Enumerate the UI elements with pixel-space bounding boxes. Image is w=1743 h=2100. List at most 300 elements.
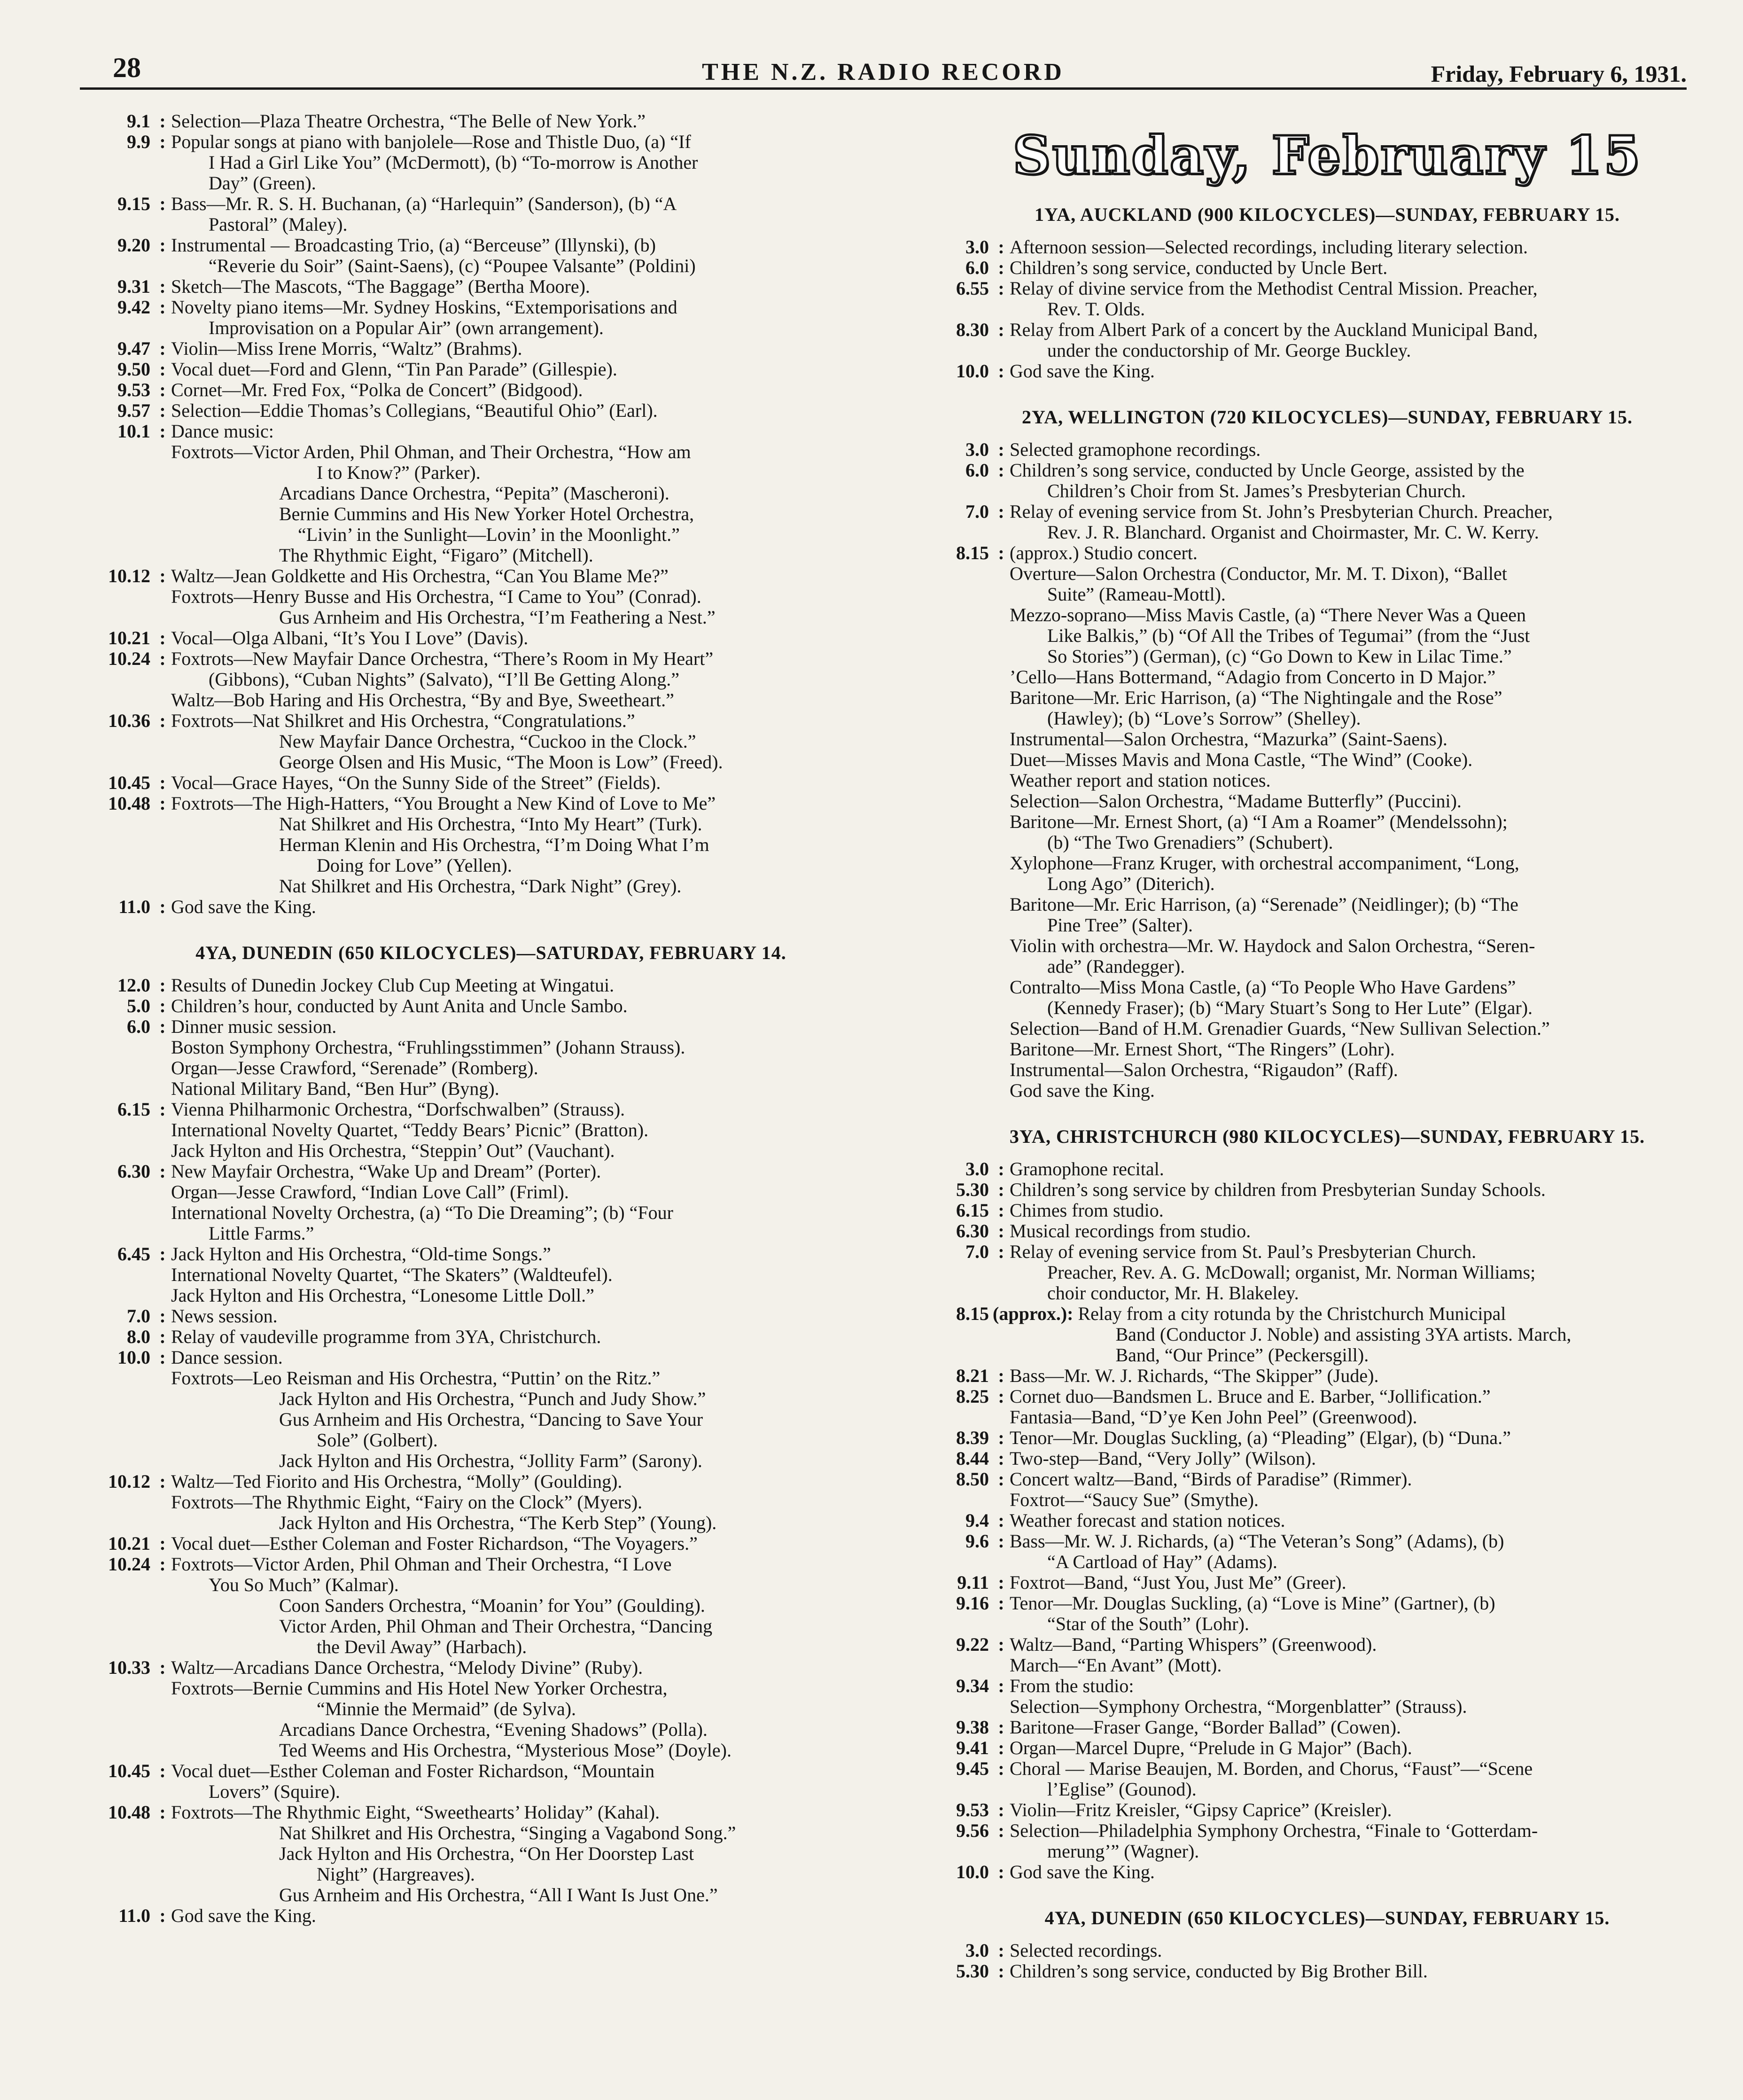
item-line: Selected recordings. (1010, 1940, 1162, 1961)
item-text (171, 897, 893, 917)
item-time: 9.53 (956, 1799, 989, 1820)
programme-item (928, 1366, 1727, 1386)
time-separator: : (998, 360, 1004, 382)
programme-item (89, 975, 893, 996)
programme-item (928, 439, 1727, 460)
item-line: Bass—Mr. W. J. Richards, (a) “The Veteran’s Song” (Adams), (b) (1010, 1530, 1504, 1552)
item-time: 9.56 (956, 1820, 989, 1841)
time-separator: : (159, 1099, 166, 1120)
time-separator: : (159, 297, 166, 318)
item-text (1010, 1200, 1727, 1221)
item-time: 8.21 (956, 1365, 989, 1386)
programme-item (928, 460, 1727, 501)
time-separator: : (998, 1427, 1004, 1448)
item-time: 9.47 (117, 338, 150, 359)
item-text (171, 1161, 893, 1182)
time-separator: : (159, 1161, 166, 1182)
programme-item (928, 1241, 1727, 1304)
item-time: 3.0 (965, 439, 989, 460)
item-subline: ade” (Randegger). (1047, 956, 1185, 977)
item-time: 5.30 (956, 1960, 989, 1982)
time-separator: : (998, 1940, 1004, 1961)
wellington-programme (928, 439, 1727, 1101)
item-time: 10.45 (108, 772, 150, 793)
item-line: Selection—Eddie Thomas’s Collegians, “Beautiful Ohio” (Earl). (171, 400, 658, 421)
item-continuation: Rev. T. Olds. (1047, 298, 1145, 320)
item-subline: Gus Arnheim and His Orchestra, “Dancing to Save Your (279, 1409, 703, 1430)
time-separator: : (159, 359, 166, 380)
item-time: 6.55 (956, 278, 989, 299)
item-subline: March—“En Avant” (Mott). (1010, 1655, 1222, 1676)
section-heading-4ya-saturday: 4YA, DUNEDIN (650 KILOCYCLES)—SATURDAY, FEBRUARY 14. (195, 942, 786, 963)
time-separator: : (159, 975, 166, 996)
item-line: Relay of divine service from the Methodist Central Mission. Preacher, (1010, 278, 1538, 299)
item-subline: Selection—Band of H.M. Grenadier Guards, “New Sullivan Selection.” (1010, 1018, 1550, 1039)
section-heading-4ya-sunday: 4YA, DUNEDIN (650 KILOCYCLES)—SUNDAY, FEBRUARY 15. (1044, 1907, 1610, 1928)
item-time: 10.0 (956, 360, 989, 382)
section-heading-2ya: 2YA, WELLINGTON (720 KILOCYCLES)—SUNDAY, FEBRUARY 15. (1022, 406, 1633, 428)
item-time: 8.25 (956, 1386, 989, 1407)
item-subline: Foxtrot—“Saucy Sue” (Smythe). (1010, 1489, 1259, 1510)
time-separator: : (998, 1758, 1004, 1779)
item-line: Children’s hour, conducted by Aunt Anita and Uncle Sambo. (171, 995, 628, 1016)
item-text (171, 975, 893, 996)
item-text (171, 1099, 893, 1120)
item-time: 9.53 (117, 379, 150, 400)
item-time: 6.0 (965, 460, 989, 481)
time-separator: : (998, 1179, 1004, 1200)
item-text (171, 421, 893, 442)
item-text (171, 1244, 893, 1265)
time-separator: : (998, 1365, 1004, 1386)
item-subline: George Olsen and His Music, “The Moon is Low” (Freed). (279, 751, 723, 773)
auckland-programme (928, 237, 1727, 382)
item-time: 6.15 (117, 1099, 150, 1120)
item-text (171, 235, 893, 276)
item-line: Bass—Mr. R. S. H. Buchanan, (a) “Harlequin” (Sanderson), (b) “A (171, 193, 677, 214)
item-text (1010, 1531, 1727, 1572)
item-subline: New Mayfair Dance Orchestra, “Cuckoo in the Clock.” (279, 731, 696, 752)
item-time: 10.24 (108, 648, 150, 669)
item-text (171, 338, 893, 359)
item-time: 6.0 (965, 257, 989, 278)
item-subline: Fantasia—Band, “D’ye Ken John Peel” (Greenwood). (1010, 1406, 1417, 1428)
item-text (1078, 1304, 1727, 1366)
item-subline: Night” (Hargreaves). (317, 1864, 475, 1885)
time-separator: : (998, 278, 1004, 299)
item-subline: Suite” (Rameau-Mottl). (1047, 584, 1226, 605)
item-time: 7.0 (965, 501, 989, 522)
time-separator: : (159, 1657, 166, 1678)
item-line: Organ—Marcel Dupre, “Prelude in G Major” (Bach). (1010, 1737, 1412, 1758)
item-time: 9.6 (965, 1530, 989, 1552)
item-line: Chimes from studio. (1010, 1200, 1164, 1221)
item-line: (approx.) Studio concert. (1010, 542, 1198, 563)
item-text (1010, 237, 1727, 258)
item-text (1010, 1940, 1727, 1961)
item-subline: Boston Symphony Orchestra, “Fruhlingsstimmen” (Johann Strauss). (171, 1037, 685, 1058)
item-text (171, 628, 893, 648)
programme-item (89, 793, 893, 814)
time-separator: : (998, 460, 1004, 481)
dance-entry: Arcadians Dance Orchestra, “Pepita” (Mascheroni). (279, 483, 669, 504)
programme-item (928, 1940, 1727, 1961)
item-subline: Jack Hylton and His Orchestra, “Lonesome Little Doll.” (171, 1285, 594, 1306)
item-time: 10.1 (117, 421, 150, 442)
item-time: 9.31 (117, 276, 150, 297)
programme-item (928, 1676, 1727, 1696)
programme-item (89, 1905, 893, 1926)
time-separator: : (998, 257, 1004, 278)
programme-item (928, 1200, 1727, 1221)
item-subline: Foxtrots—Leo Reisman and His Orchestra, “Puttin’ on the Ritz.” (171, 1367, 661, 1389)
item-time: 12.0 (117, 975, 150, 996)
item-line: Dinner music session. (171, 1016, 337, 1037)
item-subline: Jack Hylton and His Orchestra, “On Her Doorstep Last (279, 1843, 694, 1864)
item-time: 9.34 (956, 1675, 989, 1696)
item-text (1010, 1469, 1727, 1490)
item-line: Selection—Plaza Theatre Orchestra, “The Belle of New York.” (171, 110, 646, 132)
item-time: 9.45 (956, 1758, 989, 1779)
time-separator: : (159, 110, 166, 132)
item-text (1010, 1510, 1727, 1531)
time-separator: : (998, 1960, 1004, 1982)
programme-item (928, 1179, 1727, 1200)
item-line: Gramophone recital. (1010, 1158, 1164, 1179)
item-subline: Jack Hylton and His Orchestra, “Punch and Judy Show.” (279, 1388, 706, 1409)
item-line: Relay of evening service from St. Paul’s Presbyterian Church. (1010, 1241, 1477, 1262)
item-subline: (Hawley); (b) “Love’s Sorrow” (Shelley). (1047, 708, 1361, 729)
time-separator: : (159, 1554, 166, 1575)
time-separator: : (998, 1572, 1004, 1593)
item-continuation: l’Eglise” (Gounod). (1047, 1779, 1197, 1800)
item-subline: Baritone—Mr. Eric Harrison, (a) “The Nightingale and the Rose” (1010, 687, 1502, 708)
item-text (1010, 1758, 1727, 1800)
item-line: From the studio: (1010, 1675, 1134, 1696)
item-continuation: (Gibbons), “Cuban Nights” (Salvato), “I’ll Be Getting Along.” (209, 669, 680, 690)
item-line: Bass—Mr. W. J. Richards, “The Skipper” (Jude). (1010, 1365, 1379, 1386)
item-line: Selection—Philadelphia Symphony Orchestra, “Finale to ‘Gotterdam- (1010, 1820, 1538, 1841)
item-time: 9.1 (127, 110, 150, 132)
programme-item (928, 1386, 1727, 1407)
item-subline: Waltz—Bob Haring and His Orchestra, “By and Bye, Sweetheart.” (171, 689, 674, 710)
time-separator: : (159, 1760, 166, 1781)
time-separator: : (998, 1158, 1004, 1179)
item-line: Foxtrots—Nat Shilkret and His Orchestra, “Congratulations.” (171, 710, 635, 731)
item-subline: Xylophone—Franz Kruger, with orchestral accompaniment, “Long, (1010, 852, 1519, 874)
item-text (171, 1905, 893, 1926)
item-continuation: Lovers” (Squire). (209, 1781, 340, 1802)
item-text (1010, 1800, 1727, 1820)
item-subline: National Military Band, “Ben Hur” (Byng). (171, 1078, 499, 1099)
item-line: Waltz—Band, “Parting Whispers” (Greenwood). (1010, 1634, 1377, 1655)
time-separator: : (998, 1737, 1004, 1758)
item-subline: Long Ago” (Diterich). (1047, 873, 1215, 894)
programme-item (89, 773, 893, 793)
item-line: Waltz—Jean Goldkette and His Orchestra, “Can You Blame Me?” (171, 565, 669, 586)
header-rule (80, 87, 1687, 90)
left-column (89, 111, 893, 1926)
item-text (1010, 1159, 1727, 1179)
time-separator: : (159, 627, 166, 648)
item-time: 5.30 (956, 1179, 989, 1200)
item-subline: Baritone—Mr. Eric Harrison, (a) “Serenade” (Neidlinger); (b) “The (1010, 894, 1518, 915)
time-separator: : (159, 1243, 166, 1265)
item-line: Tenor—Mr. Douglas Suckling, (a) “Love is Mine” (Gartner), (b) (1010, 1593, 1495, 1614)
programme-item (89, 1099, 893, 1120)
item-time: 9.4 (965, 1510, 989, 1531)
item-time: 9.16 (956, 1593, 989, 1614)
item-text (1010, 1241, 1727, 1304)
programme-item (89, 1554, 893, 1595)
programme-item (928, 1448, 1727, 1469)
dance-continuation: I to Know?” (Parker). (317, 462, 481, 483)
item-text (1010, 543, 1727, 563)
item-line: Dance session. (171, 1347, 283, 1368)
item-line: Children’s song service, conducted by Uncle George, assisted by the (1010, 460, 1525, 481)
item-text (171, 566, 893, 586)
time-separator: : (998, 501, 1004, 522)
programme-item (89, 1533, 893, 1554)
saturday-late-programme (89, 566, 893, 917)
item-line: Foxtrots—The Rhythmic Eight, “Sweethearts’ Holiday” (Kahal). (171, 1802, 660, 1823)
item-continuation: You So Much” (Kalmar). (209, 1574, 399, 1595)
time-separator: : (998, 1861, 1004, 1882)
programme-item (928, 1820, 1727, 1862)
item-time: 7.0 (127, 1305, 150, 1327)
dance-entry: Foxtrots—Victor Arden, Phil Ohman, and Their Orchestra, “How am (171, 441, 691, 462)
item-subline: Nat Shilkret and His Orchestra, “Into My Heart” (Turk). (279, 813, 702, 835)
item-line: Instrumental — Broadcasting Trio, (a) “Berceuse” (Illynski), (b) (171, 234, 656, 256)
programme-item (928, 1593, 1727, 1634)
programme-item (928, 1961, 1727, 1982)
time-separator: : (998, 1510, 1004, 1531)
item-subline: Selection—Salon Orchestra, “Madame Butterfly” (Puccini). (1010, 790, 1462, 812)
item-time: 10.24 (108, 1554, 150, 1575)
item-line: Two-step—Band, “Very Jolly” (Wilson). (1010, 1448, 1316, 1469)
section-heading-3ya: 3YA, CHRISTCHURCH (980 KILOCYCLES)—SUNDAY, FEBRUARY 15. (1009, 1126, 1645, 1147)
programme-item (928, 1717, 1727, 1738)
programme-item (928, 1304, 1727, 1366)
time-separator: : (159, 565, 166, 586)
item-line: Vocal duet—Esther Coleman and Foster Richardson, “Mountain (171, 1760, 655, 1781)
item-time: 8.30 (956, 319, 989, 340)
item-continuation: Improvisation on a Popular Air” (own arrangement). (209, 317, 604, 338)
item-text (171, 1657, 893, 1678)
item-time: 6.30 (117, 1161, 150, 1182)
item-subline: Contralto—Miss Mona Castle, (a) “To People Who Have Gardens” (1010, 976, 1516, 998)
item-time: 11.0 (118, 1905, 150, 1926)
programme-item (89, 710, 893, 731)
item-text (1010, 439, 1727, 460)
item-subline: Selection—Symphony Orchestra, “Morgenblatter” (Strauss). (1010, 1696, 1467, 1717)
programme-item (928, 1862, 1727, 1882)
item-subline: Mezzo-soprano—Miss Mavis Castle, (a) “There Never Was a Queen (1010, 604, 1526, 625)
item-continuation: merung’” (Wagner). (1047, 1841, 1199, 1862)
time-separator: : (998, 1593, 1004, 1614)
issue-date: Friday, February 6, 1931. (1431, 61, 1687, 87)
programme-item (928, 1531, 1727, 1572)
programme-item (928, 320, 1727, 361)
item-line: Novelty piano items—Mr. Sydney Hoskins, “Extemporisations and (171, 297, 677, 318)
item-subline: “Minnie the Mermaid” (de Sylva). (317, 1698, 576, 1719)
time-separator: : (159, 1326, 166, 1347)
item-subline: Foxtrots—The Rhythmic Eight, “Fairy on the Clock” (Myers). (171, 1491, 643, 1513)
item-subline: Baritone—Mr. Ernest Short, “The Ringers” (Lohr). (1010, 1038, 1395, 1060)
time-separator: : (998, 1820, 1004, 1841)
item-line: Selected gramophone recordings. (1010, 439, 1261, 460)
item-text (1010, 278, 1727, 320)
programme-item (928, 1159, 1727, 1179)
item-text (1010, 1961, 1727, 1982)
programme-item (89, 276, 893, 297)
item-subline: Weather report and station notices. (1010, 770, 1271, 791)
item-subline: Violin with orchestra—Mr. W. Haydock and Salon Orchestra, “Seren- (1010, 935, 1535, 956)
time-separator: : (159, 234, 166, 256)
item-time: 10.36 (108, 710, 150, 731)
item-time: 8.39 (956, 1427, 989, 1448)
item-subline: Duet—Misses Mavis and Mona Castle, “The Wind” (Cooke). (1010, 749, 1473, 770)
item-text (1010, 361, 1727, 382)
item-time: 9.22 (956, 1634, 989, 1655)
item-line: Baritone—Fraser Gange, “Border Ballad” (Cowen). (1010, 1717, 1401, 1738)
item-line: Vocal—Olga Albani, “It’s You I Love” (Davis). (171, 627, 529, 648)
item-line: Foxtrot—Band, “Just You, Just Me” (Greer). (1010, 1572, 1346, 1593)
time-separator: : (159, 276, 166, 297)
item-time: 10.48 (108, 1802, 150, 1823)
item-subline: Instrumental—Salon Orchestra, “Mazurka” (Saint-Saens). (1010, 728, 1447, 749)
time-separator: : (998, 1717, 1004, 1738)
programme-item (89, 1244, 893, 1265)
item-line: News session. (171, 1305, 278, 1327)
item-subline: Jack Hylton and His Orchestra, “Jollity Farm” (Sarony). (279, 1450, 702, 1471)
item-text (1010, 1366, 1727, 1386)
item-line: Jack Hylton and His Orchestra, “Old-time Songs.” (171, 1243, 551, 1265)
programme-item (89, 297, 893, 338)
item-time: 6.0 (127, 1016, 150, 1037)
section-heading-1ya: 1YA, AUCKLAND (900 KILOCYCLES)—SUNDAY, FEBRUARY 15. (1034, 204, 1620, 225)
time-separator: : (159, 131, 166, 152)
item-subline: Gus Arnheim and His Orchestra, “All I Want Is Just One.” (279, 1884, 718, 1905)
item-time: 6.45 (117, 1243, 150, 1265)
item-text (1010, 258, 1727, 278)
item-time: 11.0 (118, 896, 150, 917)
programme-item (89, 897, 893, 917)
item-subline: Organ—Jesse Crawford, “Serenade” (Romberg). (171, 1057, 538, 1078)
item-subline: ’Cello—Hans Bottermand, “Adagio from Concerto in D Major.” (1010, 666, 1496, 687)
item-subline: Little Farms.” (209, 1223, 314, 1244)
programme-item (89, 111, 893, 132)
item-line: Musical recordings from studio. (1010, 1220, 1251, 1241)
time-separator: : (998, 1634, 1004, 1655)
item-text (1010, 320, 1727, 361)
item-time: 3.0 (965, 236, 989, 258)
programme-item (928, 258, 1727, 278)
item-time: 9.42 (117, 297, 150, 318)
item-text (171, 132, 893, 194)
saturday-evening-programme (89, 111, 893, 442)
item-line: Foxtrots—The High-Hatters, “You Brought a New Kind of Love to Me” (171, 793, 716, 814)
item-line: Vocal—Grace Hayes, “On the Sunny Side of the Street” (Fields). (171, 772, 661, 793)
time-separator: : (998, 1241, 1004, 1262)
programme-item (89, 648, 893, 690)
programme-item (89, 1327, 893, 1347)
item-time: 9.57 (117, 400, 150, 421)
item-text (1010, 501, 1727, 543)
item-time: 8.44 (956, 1448, 989, 1469)
item-subline: Nat Shilkret and His Orchestra, “Dark Night” (Grey). (279, 875, 682, 897)
item-time: 10.21 (108, 1533, 150, 1554)
item-subline: Foxtrots—Bernie Cummins and His Hotel New Yorker Orchestra, (171, 1678, 668, 1699)
item-line: Sketch—The Mascots, “The Baggage” (Bertha Moore). (171, 276, 590, 297)
item-subline: (b) “The Two Grenadiers” (Schubert). (1047, 832, 1333, 853)
item-subline: God save the King. (1010, 1080, 1155, 1101)
item-text (171, 297, 893, 338)
item-text (1010, 1448, 1727, 1469)
item-subline: Ted Weems and His Orchestra, “Mysterious Mose” (Doyle). (279, 1740, 731, 1761)
item-time: 10.12 (108, 565, 150, 586)
programme-item (89, 1016, 893, 1037)
time-separator: : (159, 400, 166, 421)
time-separator: : (159, 772, 166, 793)
item-subline: Arcadians Dance Orchestra, “Evening Shadows” (Polla). (279, 1719, 708, 1740)
item-continuation: under the conductorship of Mr. George Buckley. (1047, 340, 1411, 361)
programme-item (928, 543, 1727, 563)
item-text (171, 1533, 893, 1554)
item-line: Popular songs at piano with banjolele—Rose and Thistle Duo, (a) “If (171, 131, 691, 152)
programme-item (928, 1221, 1727, 1241)
item-text (1010, 1738, 1727, 1758)
item-line: Waltz—Ted Fiorito and His Orchestra, “Molly” (Goulding). (171, 1471, 622, 1492)
time-separator: : (159, 710, 166, 731)
time-separator: : (998, 1200, 1004, 1221)
item-text (171, 111, 893, 132)
programme-item (89, 359, 893, 380)
item-time: 9.20 (117, 234, 150, 256)
item-line: God save the King. (171, 896, 316, 917)
item-time: 6.15 (956, 1200, 989, 1221)
programme-item (89, 338, 893, 359)
item-subline: Sole” (Golbert). (317, 1429, 438, 1451)
item-line: Results of Dunedin Jockey Club Cup Meeting at Wingatui. (171, 975, 615, 996)
programme-item (928, 501, 1727, 543)
item-text (1010, 1862, 1727, 1882)
item-line: Cornet—Mr. Fred Fox, “Polka de Concert” (Bidgood). (171, 379, 583, 400)
item-text (171, 1471, 893, 1492)
item-subline: Coon Sanders Orchestra, “Moanin’ for You” (Goulding). (279, 1595, 705, 1616)
item-continuation: Preacher, Rev. A. G. McDowall; organist, Mr. Norman Williams; (1047, 1262, 1536, 1283)
christchurch-programme (928, 1159, 1727, 1882)
day-title: Sunday, February 15 (1012, 125, 1642, 187)
dance-continuation: “Livin’ in the Sunlight—Lovin’ in the Moonlight.” (298, 524, 680, 545)
time-separator: : (159, 1016, 166, 1037)
item-text (171, 1554, 893, 1595)
time-separator: : (998, 1799, 1004, 1820)
item-line: Choral — Marise Beaujen, M. Borden, and Chorus, “Faust”—“Scene (1010, 1758, 1533, 1779)
programme-item (89, 1802, 893, 1823)
programme-item (89, 1471, 893, 1492)
item-subline: Herman Klenin and His Orchestra, “I’m Doing What I’m (279, 834, 709, 855)
item-text (171, 194, 893, 235)
time-separator: : (998, 1220, 1004, 1241)
item-line: Tenor—Mr. Douglas Suckling, (a) “Pleading” (Elgar), (b) “Duna.” (1010, 1427, 1511, 1448)
item-time: 9.41 (956, 1737, 989, 1758)
item-text (171, 1761, 893, 1802)
time-separator: : (998, 1468, 1004, 1490)
item-text (1010, 1572, 1727, 1593)
programme-item (89, 1161, 893, 1182)
programme-item (89, 996, 893, 1016)
